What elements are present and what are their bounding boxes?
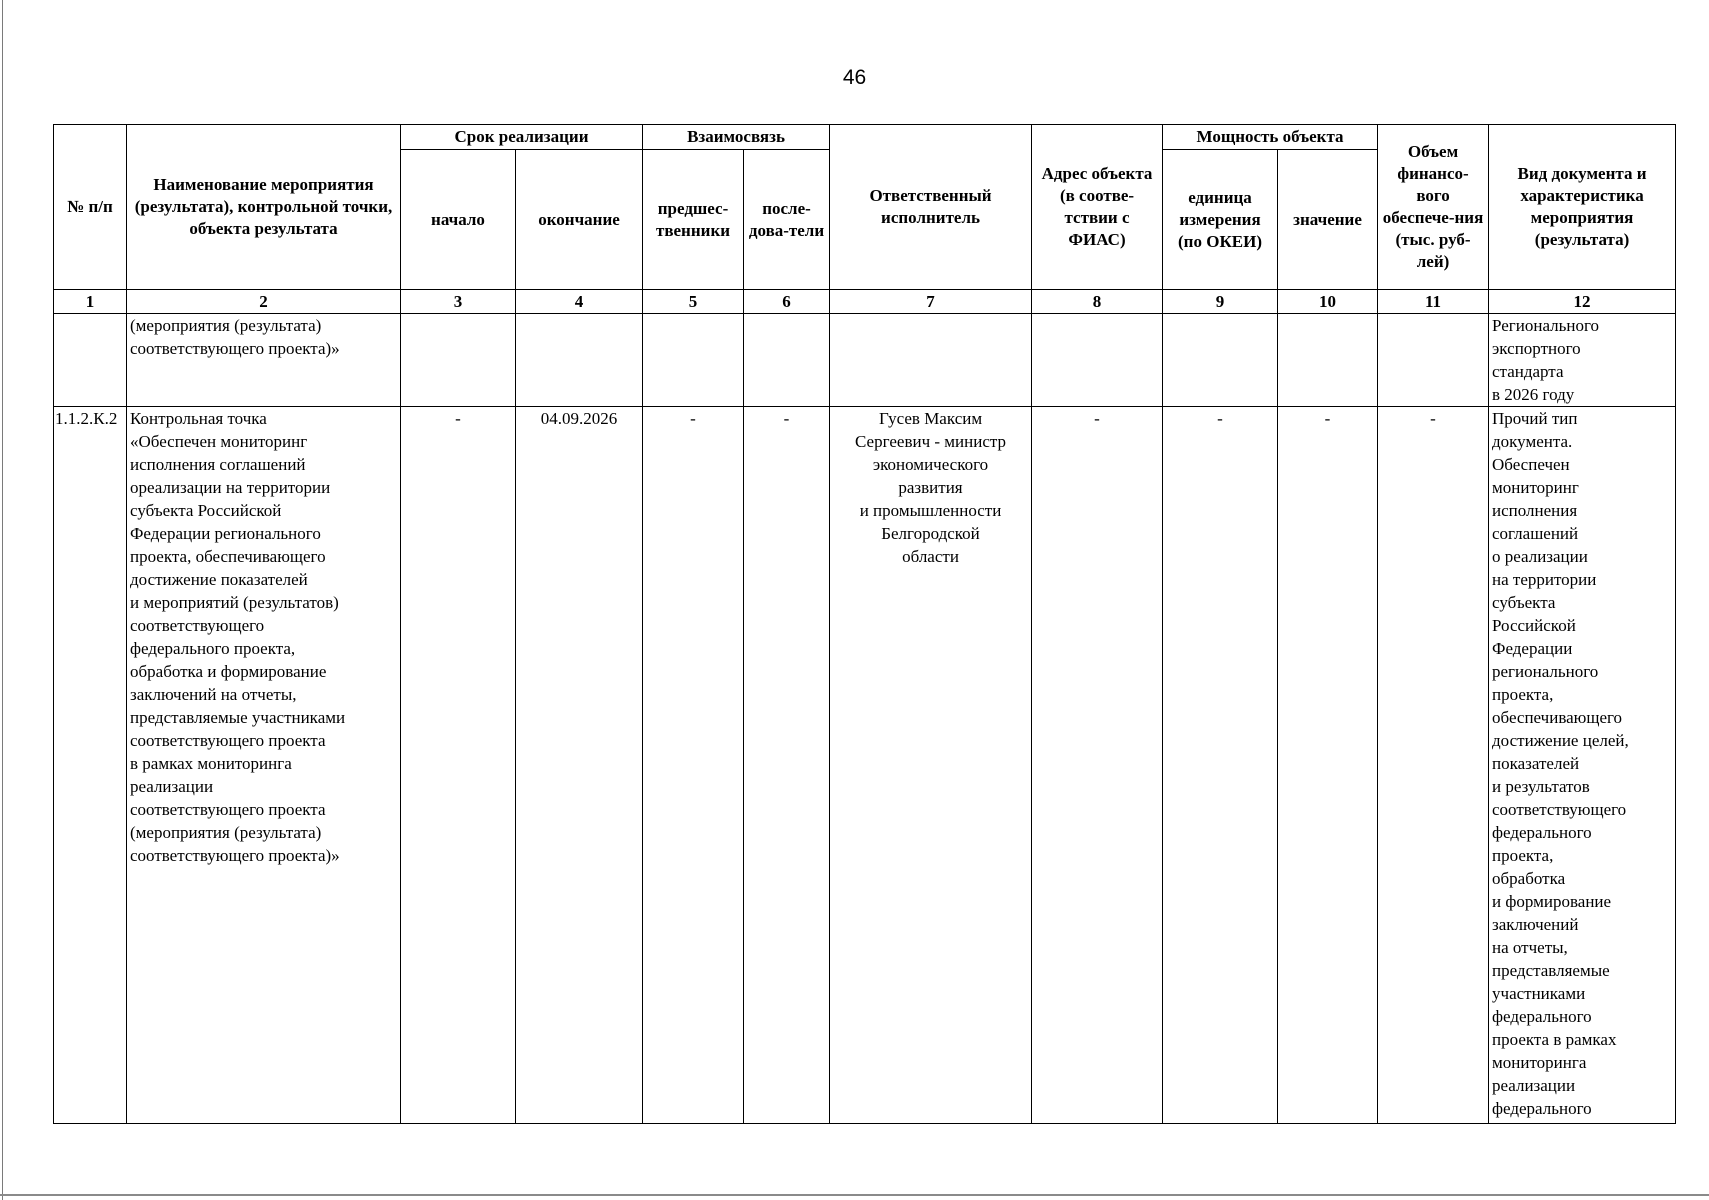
plan-table xyxy=(53,124,1676,1124)
header-predecessors: предшес-твенники xyxy=(643,150,744,290)
row-start-cell: - xyxy=(401,407,516,1124)
row-unit-cell: - xyxy=(1163,407,1278,1124)
column-number: 7 xyxy=(830,290,1032,314)
row-name-cell: Контрольная точка «Обеспечен мониторинг исполнения соглашений ореализации на территории субъекта Российской Федерации регионального проекта, обеспечивающего достижение показателей и мероприятий (результатов) соответствующего федерального проекта, обработка и формирование заключений на отчеты, представляемые участниками соответствующего проекта в рамках мониторинга реализации соответствующего проекта (мероприятия (результата) соответствующего проекта)» xyxy=(127,407,401,1124)
header-unit: единица измерения (по ОКЕИ) xyxy=(1163,150,1278,290)
table-row xyxy=(54,407,1676,1124)
column-number: 6 xyxy=(744,290,830,314)
row-doc-cell: Прочий тип документа. Обеспечен мониторинг исполнения соглашений о реализации на территории субъекта Российской Федерации регионального проекта, обеспечивающего достижение целей, показателей и результатов соответствующего федерального проекта, обработка и формирование заключений на отчеты, представляемые участниками федерального проекта в рамках мониторинга реализации федерального xyxy=(1489,407,1676,1124)
column-number: 12 xyxy=(1489,290,1676,314)
row-value-cell: - xyxy=(1278,407,1378,1124)
column-number: 3 xyxy=(401,290,516,314)
column-number: 11 xyxy=(1378,290,1489,314)
row-successors-cell: - xyxy=(744,407,830,1124)
scan-left-edge xyxy=(2,0,3,1200)
row-num-cell: 1.1.2.К.2 xyxy=(54,407,127,1124)
row-predecessors-cell: - xyxy=(643,407,744,1124)
row-address-cell: - xyxy=(1032,407,1163,1124)
header-doc-type: Вид документа и характеристика мероприятия (результата) xyxy=(1489,125,1676,290)
column-number: 4 xyxy=(516,290,643,314)
column-number: 1 xyxy=(54,290,127,314)
header-name: Наименование мероприятия (результата), контрольной точки, объекта результата xyxy=(127,125,401,290)
header-num: № п/п xyxy=(54,125,127,290)
header-address: Адрес объекта (в соотве-тствии с ФИАС) xyxy=(1032,125,1163,290)
header-capacity: Мощность объекта xyxy=(1163,125,1378,150)
column-number: 2 xyxy=(127,290,401,314)
row-end-cell: 04.09.2026 xyxy=(516,407,643,1124)
header-relation: Взаимосвязь xyxy=(643,125,830,150)
column-number: 5 xyxy=(643,290,744,314)
header-end: окончание xyxy=(516,150,643,290)
column-number: 10 xyxy=(1278,290,1378,314)
row-responsible-cell: Гусев Максим Сергеевич - министр экономического развития и промышленности Белгородской области xyxy=(830,407,1032,1124)
scan-bottom-edge xyxy=(0,1194,1709,1196)
header-finance: Объем финансо-вого обеспече-ния (тыс. руб-лей) xyxy=(1378,125,1489,290)
header-start: начало xyxy=(401,150,516,290)
column-number: 8 xyxy=(1032,290,1163,314)
column-number: 9 xyxy=(1163,290,1278,314)
header-successors: после-дова-тели xyxy=(744,150,830,290)
header-responsible: Ответственный исполнитель xyxy=(830,125,1032,290)
table-row-continuation xyxy=(54,314,1676,407)
header-period: Срок реализации xyxy=(401,125,643,150)
row-finance-cell: - xyxy=(1378,407,1489,1124)
continuation-name-cell: (мероприятия (результата) соответствующего проекта)» xyxy=(127,314,401,407)
header-value: значение xyxy=(1278,150,1378,290)
page-number: 46 xyxy=(842,66,867,89)
continuation-doc-cell: Регионального экспортного стандарта в 2026 году xyxy=(1489,314,1676,407)
